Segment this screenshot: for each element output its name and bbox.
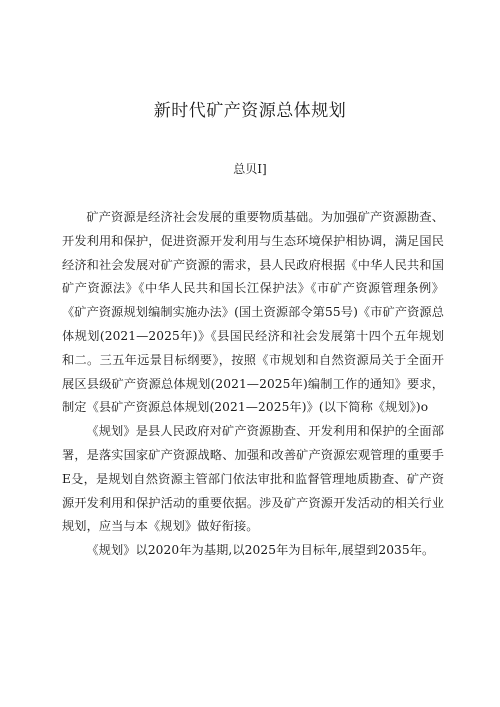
paragraph-intro: 矿产资源是经济社会发展的重要物质基础。为加强矿产资源勘查、开发利用和保护，促进资源开发利用与生态环境保护相协调，满足国民经济和社会发展对矿产资源的需求，县人民政府根据《中华人民共和国矿产资源法》《中华人民共和国长江保护法》《市矿产资源管理条例》《矿产资源规划编制实施办法》(国土资源部令第55号)《市矿产资源总体规划(2021—2025年)》《县国民经济和社会发展第十四个五年规划和二。三五年远景目标纲要》，按照《市规划和自然资源局关于全面开展区县级矿产资源总体规划(2021—2025年)编制工作的通知》要求，制定《县矿产资源总体规划(2021—2025年)》(以下简称《规划》)o (62, 210, 444, 415)
document-title: 新时代矿产资源总体规划 (153, 101, 347, 121)
section-heading: 总贝I] (233, 162, 267, 176)
paragraph-purpose: 《规划》是县人民政府对矿产资源勘查、开发利用和保护的全面部署，是落实国家矿产资源战略、加强和改善矿产资源宏观管理的重要手E殳，是规划自然资源主管部门依法审批和监督管理地质勘查、矿产资源开发利用和保护活动的重要依据。涉及矿产资源开发活动的相关行业规划，应当与本《规划》做好衔接。 (62, 424, 444, 534)
body-text (62, 206, 444, 563)
paragraph-period: 《规划》以2020年为基期,以2025年为目标年,展望到2035年。 (86, 543, 435, 558)
